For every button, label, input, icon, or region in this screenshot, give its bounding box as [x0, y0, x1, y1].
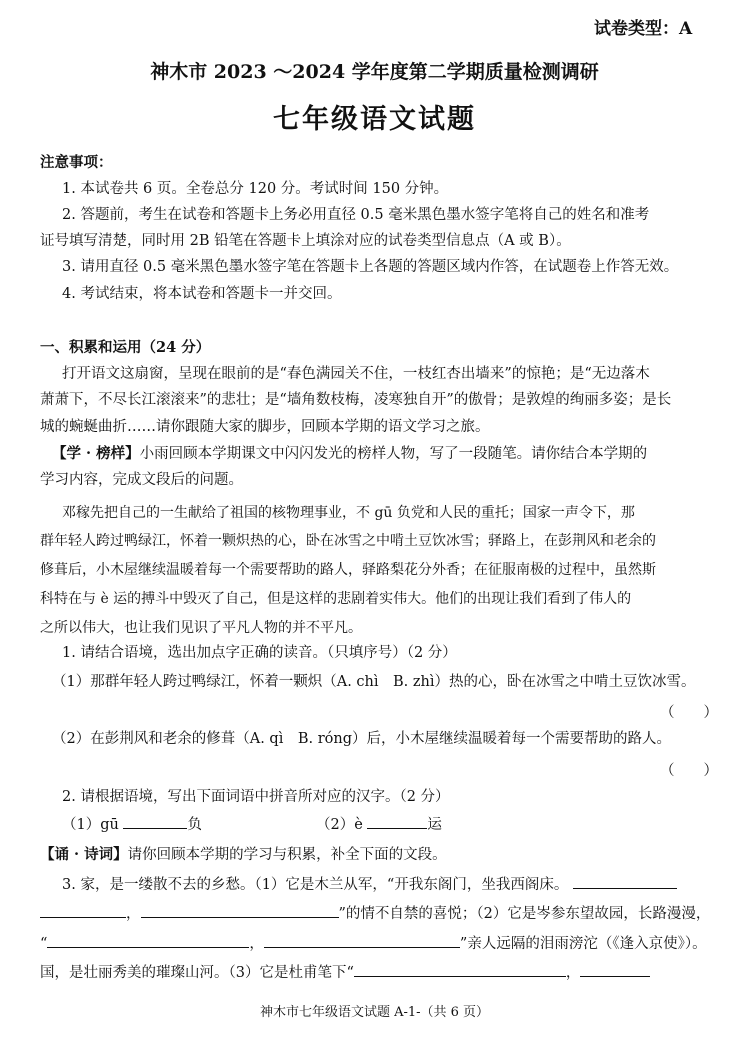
notice-item-2-cont: 证号填写清楚，同时用 2B 铅笔在答题卡上填涂对应的试卷类型信息点（A 或 B）。	[40, 233, 571, 249]
q2-item2-blank[interactable]	[367, 814, 427, 829]
q2-item2	[316, 814, 442, 835]
q3-open-quote: “	[40, 936, 48, 952]
intro-line-2: 萧萧下，不尽长江滚滚来”的悲壮；是“墙角数枝梅，凌寒独自开”的傲骨；是敦煌的绚丽多姿；是长	[40, 392, 672, 408]
q3-blank-6[interactable]	[354, 962, 566, 977]
xue-intro-1: 小雨回顾本学期课文中闪闪发光的榜样人物，写了一段随笔。请你结合本学期的	[139, 446, 648, 462]
passage-line-2: 群年轻人跨过鸭绿江，怀着一颗炽热的心，卧在冰雪之中啃土豆饮冰雪；驿路上，在彭荆风和老余的	[40, 533, 656, 549]
intro-line-1: 打开语文这扇窗，呈现在眼前的是“春色满园关不住，一枝红杏出墙来”的惊艳；是“无边落木	[62, 366, 650, 382]
q1-stem: 1. 请结合语境，选出加点字正确的读音。（只填序号）（2 分）	[62, 645, 457, 661]
q2-item1-suffix: 负	[187, 817, 202, 833]
passage-line-3: 修葺后，小木屋继续温暖着每一个需要帮助的路人，驿路梨花分外香；在征服南极的过程中，虽然斯	[40, 562, 656, 578]
q3-line-3	[40, 933, 707, 954]
subject-title: 七年级语文试题	[273, 104, 476, 135]
q3-blank-7[interactable]	[580, 962, 650, 977]
q3-line-2	[40, 903, 710, 924]
q3-line4-text: 国，是壮丽秀美的璀璨山河。（3）它是杜甫笔下“	[40, 965, 354, 981]
q3-blank-5[interactable]	[264, 933, 460, 948]
notice-item-4: 4. 考试结束，将本试卷和答题卡一并交回。	[62, 286, 342, 302]
xue-paragraph	[52, 444, 647, 464]
notice-item-3: 3. 请用直径 0.5 毫米黑色墨水签字笔在答题卡上各题的答题区域内作答，在试题卷上作答无效。	[62, 259, 679, 275]
q3-comma-3: ，	[565, 965, 581, 981]
xue-intro-2: 学习内容，完成文段后的问题。	[40, 472, 243, 488]
q2-item2-suffix: 运	[427, 817, 442, 833]
song-tag: 【诵 · 诗词】	[40, 846, 128, 863]
q2-item1-blank[interactable]	[123, 814, 187, 829]
xue-tag: 【学 · 榜样】	[52, 445, 140, 462]
q1-sub2: （2）在彭荆风和老余的修葺（A. qì B. róng）后，小木屋继续温暖着每一个需要帮助的路人。	[52, 731, 671, 747]
q3-blank-1[interactable]	[573, 874, 677, 889]
q2-item2-prefix: （2）è	[316, 817, 363, 833]
q2-item1	[62, 814, 202, 835]
notice-heading: 注意事项：	[40, 154, 113, 171]
q3-blank-2[interactable]	[40, 903, 126, 918]
notice-item-2: 2. 答题前，考生在试卷和答题卡上务必用直径 0.5 毫米黑色墨水签字笔将自己的姓名和准考	[62, 207, 650, 223]
paper-type-label: 试卷类型：A	[594, 19, 693, 39]
exam-title: 神木市 2023 ～2024 学年度第二学期质量检测调研	[150, 61, 599, 83]
passage-line-4: 科特在与 è 运的搏斗中毁灭了自己，但是这样的悲剧着实伟大。他们的出现让我们看到了伟人的	[40, 591, 632, 607]
q3-line-4	[40, 962, 650, 983]
q3-comma-2: ，	[249, 936, 264, 952]
intro-line-3: 城的蜿蜒曲折……请你跟随大家的脚步，回顾本学期的语文学习之旅。	[40, 419, 490, 435]
passage-line-5: 之所以伟大，也让我们见识了平凡人物的并不平凡。	[40, 620, 362, 636]
notice-item-1: 1. 本试卷共 6 页。全卷总分 120 分。考试时间 150 分钟。	[62, 181, 449, 197]
q1-sub1: （1）那群年轻人跨过鸭绿江，怀着一颗炽（A. chì B. zhì）热的心，卧在冰雪之中啃土豆饮冰雪。	[52, 674, 696, 690]
q3-blank-3[interactable]	[141, 903, 339, 918]
passage-line-1: 邓稼先把自己的一生献给了祖国的核物理事业，不 gū 负党和人民的重托；国家一声令下，那	[62, 505, 635, 521]
q2-stem: 2. 请根据语境，写出下面词语中拼音所对应的汉字。（2 分）	[62, 789, 450, 805]
song-intro: 请你回顾本学期的学习与积累，补全下面的文段。	[127, 847, 447, 863]
q3-comma-1: ，	[126, 906, 141, 922]
song-paragraph	[40, 845, 447, 865]
q1-sub1-answer[interactable]: （ ）	[660, 705, 718, 721]
q3-line1-text: 3. 家，是一缕散不去的乡愁。（1）它是木兰从军，“开我东阁门，坐我西阁床。	[62, 877, 569, 893]
q2-item1-prefix: （1）gū	[62, 817, 119, 833]
section-heading: 一、积累和运用（24 分）	[40, 339, 211, 356]
page-footer: 神木市七年级语文试题 A-1-（共 6 页）	[259, 1005, 490, 1020]
q3-line3-text: ”亲人远隔的泪雨滂沱（《逢入京使》）。	[459, 936, 707, 952]
q3-line2-text: ”的情不自禁的喜悦；（2）它是岑参东望故园，长路漫漫，	[338, 906, 711, 922]
q1-sub2-answer[interactable]: （ ）	[660, 763, 718, 779]
q3-line-1	[62, 874, 677, 895]
q3-blank-4[interactable]	[47, 933, 249, 948]
